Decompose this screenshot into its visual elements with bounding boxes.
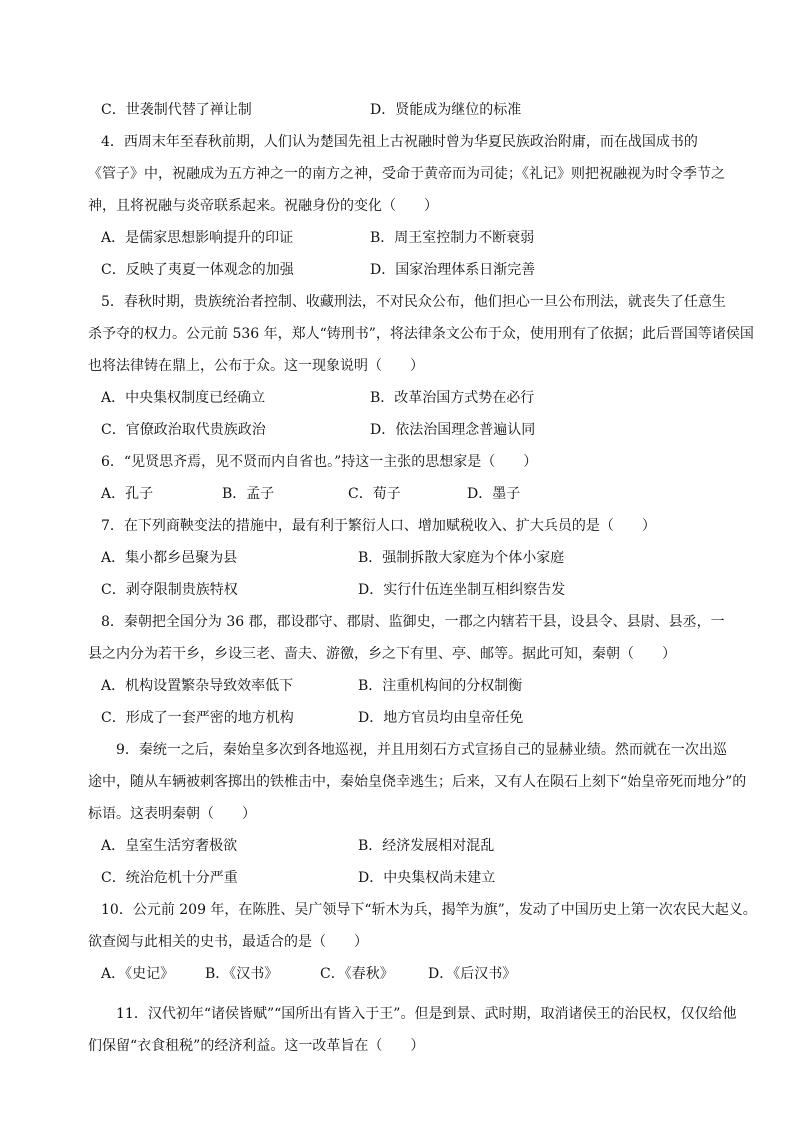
q6-option-c[interactable]: C．荀子 [348,486,401,502]
q11-stem-line-1: 11．汉代初年“诸侯皆赋”“国所出有皆入于王”。但是到景、武时期，取消诸侯王的治民权，仅仅给他 [116,1006,737,1022]
q10-option-b[interactable]: B．《汉书》 [205,966,279,982]
q6-option-b[interactable]: B．孟子 [222,486,275,502]
q3-option-c[interactable]: C．世袭制代替了禅让制 [101,102,252,118]
q9-stem-line-2: 途中，随从车辆被刺客掷出的铁椎击中，秦始皇侥幸逃生；后来，又有人在陨石上刻下“始皇帝死而地分”的 [88,774,747,790]
q8-option-b[interactable]: B．注重机构间的分权制衡 [358,678,523,694]
q4-option-c[interactable]: C．反映了夷夏一体观念的加强 [101,262,294,278]
q4-option-d[interactable]: D．国家治理体系日渐完善 [370,262,536,278]
q8-stem-line-1: 8．秦朝把全国分为 36 郡，郡设郡守、郡尉、监御史，一郡之内辖若干县，设县令、县尉、县丞，一 [101,614,725,630]
q10-stem-line-2: 欲查阅与此相关的史书，最适合的是（ ） [88,934,368,950]
q4-stem-line-3: 神，且将祝融与炎帝联系起来。祝融身份的变化（ ） [88,198,438,214]
q10-option-c[interactable]: C．《春秋》 [320,966,394,982]
q6-option-a[interactable]: A．孔子 [101,486,154,502]
q9-option-b[interactable]: B．经济发展相对混乱 [358,838,495,854]
q11-stem-line-2: 们保留“衣食租税”的经济利益。这一改革旨在（ ） [88,1038,425,1054]
q8-option-a[interactable]: A．机构设置繁杂导致效率低下 [101,678,294,694]
q3-option-d[interactable]: D．贤能成为继位的标准 [370,102,522,118]
q9-option-a[interactable]: A．皇室生活穷奢极欲 [101,838,238,854]
q7-option-a[interactable]: A．集小都乡邑聚为县 [101,550,238,566]
q7-option-c[interactable]: C．剥夺限制贵族特权 [101,582,238,598]
q8-option-c[interactable]: C．形成了一套严密的地方机构 [101,710,294,726]
q9-stem-line-3: 标语。这表明秦朝（ ） [88,806,256,822]
q10-stem-line-1: 10．公元前 209 年，在陈胜、吴广领导下“斩木为兵，揭竿为旗”，发动了中国历史上第一次农民大起义。 [101,902,757,918]
q8-stem-line-2: 县之内分为若干乡，乡设三老、啬夫、游徼，乡之下有里、亭、邮等。据此可知，秦朝（ ） [88,646,676,662]
q6-option-d[interactable]: D．墨子 [467,486,521,502]
q4-stem-line-1: 4．西周末年至春秋前期，人们认为楚国先祖上古祝融时曾为华夏民族政治附庸，而在战国成书的 [101,134,698,150]
q9-option-d[interactable]: D．中央集权尚未建立 [358,870,496,886]
q4-option-b[interactable]: B．周王室控制力不断衰弱 [370,230,535,246]
q5-option-a[interactable]: A．中央集权制度已经确立 [101,390,266,406]
q9-option-c[interactable]: C．统治危机十分严重 [101,870,238,886]
q7-stem: 7．在下列商鞅变法的措施中，最有利于繁衍人口、增加赋税收入、扩大兵员的是（ ） [101,518,656,534]
q7-option-d[interactable]: D．实行什伍连坐制互相纠察告发 [358,582,566,598]
q7-option-b[interactable]: B．强制拆散大家庭为个体小家庭 [358,550,565,566]
q5-stem-line-3: 也将法律铸在鼎上，公布于众。这一现象说明（ ） [88,358,424,374]
q5-option-d[interactable]: D．依法治国理念普遍认同 [370,422,536,438]
q5-option-b[interactable]: B．改革治国方式势在必行 [370,390,535,406]
q5-stem-line-2: 杀予夺的权力。公元前 536 年，郑人“铸刑书”，将法律条文公布于众，使用刑有了依据；此后晋国等诸侯国 [88,326,754,342]
q4-option-a[interactable]: A．是儒家思想影响提升的印证 [101,230,294,246]
q10-option-d[interactable]: D．《后汉书》 [428,966,517,982]
q4-stem-line-2: 《管子》中，祝融成为五方神之一的南方之神，受命于黄帝而为司徒；《礼记》则把祝融视为时令季节之 [88,166,725,182]
q5-option-c[interactable]: C．官僚政治取代贵族政治 [101,422,266,438]
q5-stem-line-1: 5．春秋时期，贵族统治者控制、收藏刑法，不对民众公布，他们担心一旦公布刑法，就丧失了任意生 [101,294,726,310]
q10-option-a[interactable]: A．《史记》 [101,966,175,982]
q6-stem: 6．“见贤思齐焉，见不贤而内自省也。”持这一主张的思想家是（ ） [101,454,538,470]
q9-stem-line-1: 9．秦统一之后，秦始皇多次到各地巡视，并且用刻石方式宣扬自己的显赫业绩。然而就在一次出巡 [116,742,727,758]
q8-option-d[interactable]: D．地方官员均由皇帝任免 [358,710,524,726]
